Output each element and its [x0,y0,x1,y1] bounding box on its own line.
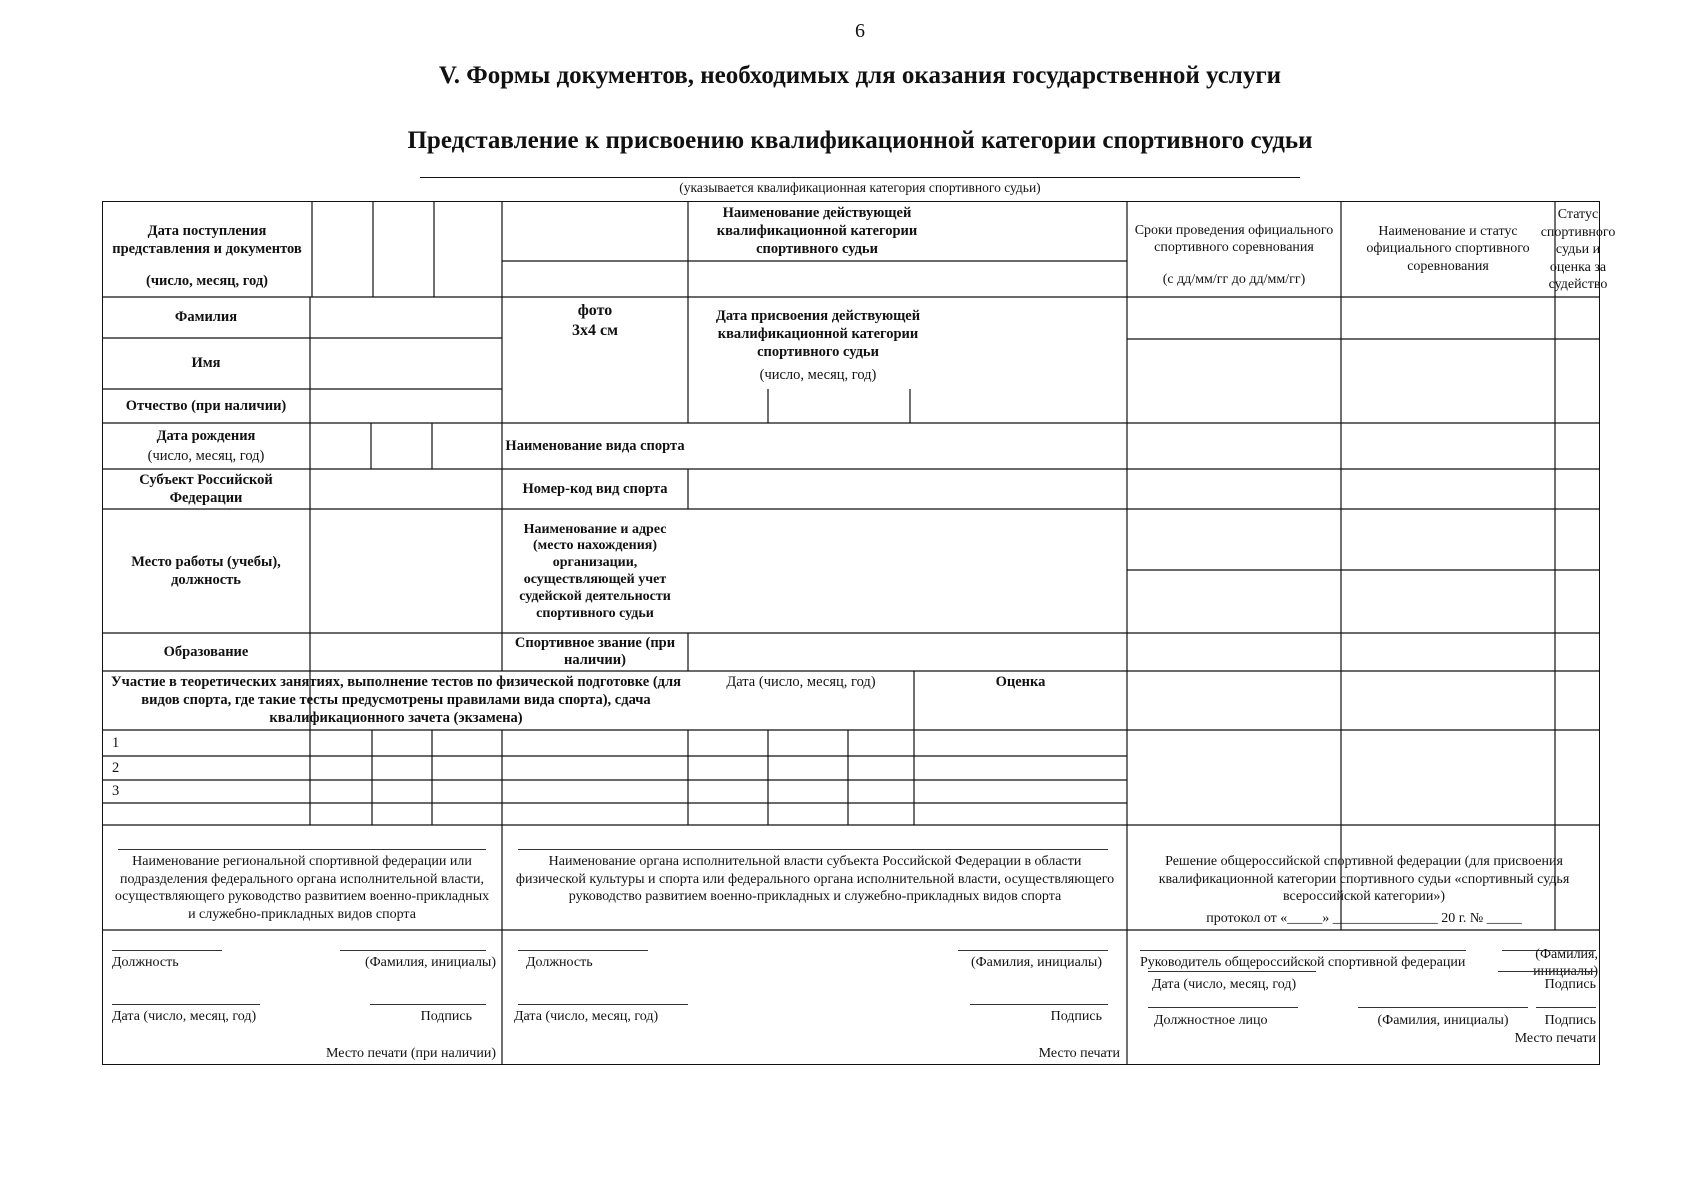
participation-row-2: 2 [112,759,120,776]
receipt-date-format-text: (число, месяц, год) [145,272,269,289]
sig3-official-name-label: (Фамилия, инициалы) [1377,1013,1509,1029]
sport-name-label: Наименование вида спорта [505,437,685,454]
sig2-date-label: Дата (число, месяц, год) [514,1009,659,1025]
category-hint: (указывается квалификационная категория спортивного судьи) [679,180,1041,195]
participation-label: Участие в теоретических занятиях, выполнение тестов по физической подготовке (для видов спорта, где такие тесты предусмотрены правилами вида спорта), сдача квалификационного зачета (экзамена) [111,674,681,727]
national-federation-label: Решение общероссийской спортивной федерации (для присвоения квалификационной категории спортивного судьи «спортивный судья всероссийской категории») [1158,854,1570,904]
sig3-signature-line[interactable] [1498,971,1596,972]
region-label: Субъект Российской Федерации [139,471,273,506]
category-fill-line[interactable] [420,177,1300,178]
sig2-position-line[interactable] [518,950,648,951]
sig3-stamp-label: Место печати [1514,1031,1596,1047]
org-name-address-label: Наименование и адрес (место нахождения) организации, осуществляющей учет судейской деятельности спортивного судьи [519,521,671,621]
sig3-date-line[interactable] [1148,971,1316,972]
sig2-name-label: (Фамилия, инициалы) [970,955,1102,971]
sig1-position-label: Должность [112,955,179,971]
receipt-date-label [104,205,310,275]
sig1-date-label: Дата (число, месяц, год) [112,1009,257,1025]
participation-row-3: 3 [112,783,120,800]
sig1-name-line[interactable] [340,950,486,951]
sig1-stamp-label: Место печати (при наличии) [326,1046,496,1062]
sig3-official-signature-label: Подпись [1544,1013,1596,1029]
judge-status-label: Статус спортивного судьи и оценка за судейство [1540,207,1616,293]
sig2-stamp-label: Место печати [1038,1046,1120,1062]
sig2-signature-label: Подпись [1050,1009,1102,1025]
competition-dates-format: (с дд/мм/гг до дд/мм/гг) [1162,272,1306,288]
sig1-date-line[interactable] [112,1004,260,1005]
application-form [102,201,1616,1065]
surname-label: Фамилия [174,309,238,326]
sig3-head-line[interactable] [1140,950,1466,951]
workplace-label: Место работы (учебы), должность [131,553,281,588]
executive-body-line[interactable] [518,849,1108,850]
form-title: Представление к присвоению квалификационной категории спортивного судьи [407,127,1313,154]
sig3-official-label: Должностное лицо [1154,1013,1268,1029]
receipt-date-format [104,269,310,293]
sport-code-label: Номер-код вид спорта [522,480,668,497]
participation-date-label: Дата (число, месяц, год) [726,674,876,690]
sig3-official-name-line[interactable] [1358,1007,1528,1008]
sig3-name-label: (Фамилия, инициалы) [1533,946,1598,979]
sig1-signature-line[interactable] [370,1004,486,1005]
category-date-format: (число, месяц, год) [759,366,877,383]
sig3-date-label: Дата (число, месяц, год) [1152,977,1297,993]
page-number: 6 [855,20,865,42]
category-date-label: Дата присвоения действующей квалификационной категории спортивного судьи [715,307,921,361]
sig1-name-label: (Фамилия, инициалы) [364,955,496,971]
birth-date-format: (число, месяц, год) [147,447,265,464]
patronymic-label: Отчество (при наличии) [125,397,287,414]
competition-name-label: Наименование и статус официального спортивного соревнования [1366,223,1530,274]
name-label: Имя [191,355,221,372]
competition-dates-label: Сроки проведения официального спортивного соревнования [1134,222,1334,255]
sig2-date-line[interactable] [518,1004,688,1005]
protocol-line: протокол от «_____» _______________ 20 г. № _____ [1206,911,1522,927]
sig3-official-line[interactable] [1148,1007,1298,1008]
sig3-head-label: Руководитель общероссийской спортивной федерации [1140,955,1466,971]
education-label: Образование [163,643,249,660]
sig2-position-label: Должность [526,955,593,971]
section-title: V. Формы документов, необходимых для оказания государственной услуги [438,62,1282,89]
regional-federation-label: Наименование региональной спортивной федерации или подразделения федерального органа исполнительной власти, осуществляющего руководство развитием военно-прикладных и служебно-прикладных видов спорта [114,854,490,922]
photo-size: 3x4 см [572,322,618,339]
sig2-signature-line[interactable] [970,1004,1108,1005]
photo-placeholder [502,261,688,381]
sig3-signature-label: Подпись [1544,977,1596,993]
receipt-date-text: Дата поступления представления и документов [112,222,302,257]
sig1-position-line[interactable] [112,950,222,951]
grade-label: Оценка [995,674,1046,690]
sig2-name-line[interactable] [958,950,1108,951]
executive-body-label: Наименование органа исполнительной власти субъекта Российской Федерации в области физической культуры и спорта или федерального органа исполнительной власти, осуществляющего руководство развитием военно-прикладных и служебно-прикладных видов спорта [515,854,1115,904]
photo-label: фото [577,302,613,319]
birth-date-label: Дата рождения [156,427,256,444]
sig3-official-signature-line[interactable] [1536,1007,1596,1008]
sport-title-label: Спортивное звание (при наличии) [514,635,676,668]
sig1-signature-label: Подпись [420,1009,472,1025]
regional-federation-line[interactable] [118,849,486,850]
participation-row-1: 1 [112,734,120,751]
current-category-label: Наименование действующей квалификационной категории спортивного судьи [716,204,918,258]
